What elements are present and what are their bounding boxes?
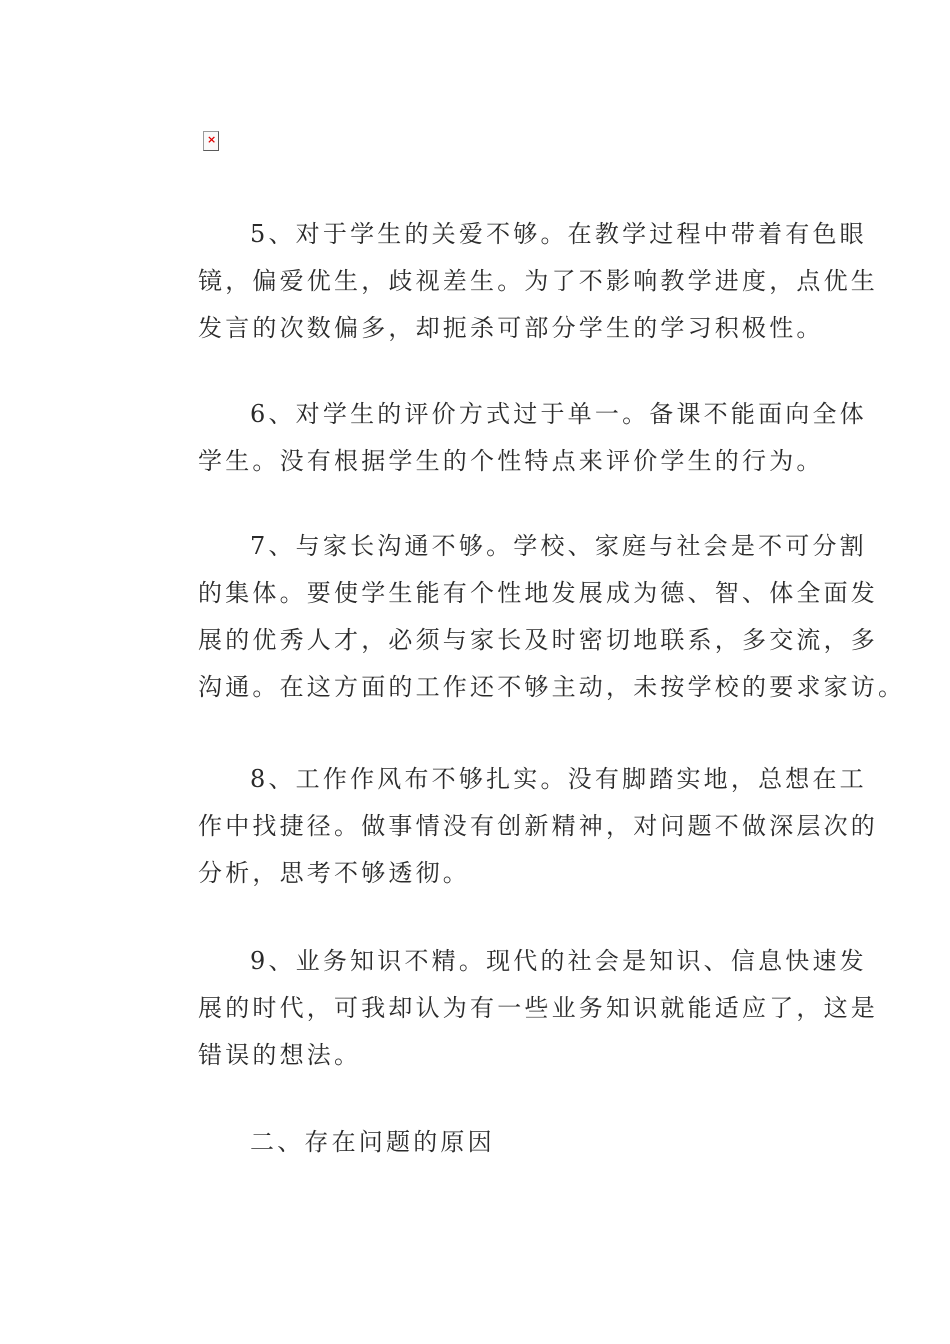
paragraph-line: 展的优秀人才，必须与家长及时密切地联系，多交流，多 [198, 626, 878, 654]
paragraph-line: 展的时代，可我却认为有一些业务知识就能适应了，这是 [198, 994, 878, 1022]
paragraph-line: 分析，思考不够透彻。 [198, 859, 470, 887]
paragraph-line: 作中找捷径。做事情没有创新精神，对问题不做深层次的 [198, 812, 878, 840]
paragraph-6 [146, 391, 867, 485]
paragraph-9 [146, 938, 878, 1079]
paragraph-line: 5、对于学生的关爱不够。在教学过程中带着有色眼 [250, 220, 867, 248]
paragraph-line: 8、工作作风布不够扎实。没有脚踏实地，总想在工 [250, 765, 867, 793]
section-heading [146, 1119, 818, 1166]
paragraph-line: 镜，偏爱优生，歧视差生。为了不影响教学进度，点优生 [198, 267, 878, 295]
paragraph-line: 发言的次数偏多，却扼杀可部分学生的学习积极性。 [198, 314, 824, 342]
paragraph-line: 沟通。在这方面的工作还不够主动，未按学校的要求家访。 [198, 673, 906, 701]
paragraph-line: 的集体。要使学生能有个性地发展成为德、智、体全面发 [198, 579, 878, 607]
section-heading-text: 二、存在问题的原因 [250, 1128, 495, 1156]
paragraph-line: 6、对学生的评价方式过于单一。备课不能面向全体 [250, 400, 867, 428]
paragraph-5 [146, 211, 878, 352]
paragraph-line: 错误的想法。 [198, 1041, 362, 1069]
paragraph-7 [146, 523, 906, 711]
paragraph-line: 9、业务知识不精。现代的社会是知识、信息快速发 [250, 947, 867, 975]
broken-image-icon: × [203, 131, 219, 151]
paragraph-line: 7、与家长沟通不够。学校、家庭与社会是不可分割 [250, 532, 867, 560]
paragraph-8 [146, 756, 878, 897]
paragraph-line: 学生。没有根据学生的个性特点来评价学生的行为。 [198, 447, 824, 475]
